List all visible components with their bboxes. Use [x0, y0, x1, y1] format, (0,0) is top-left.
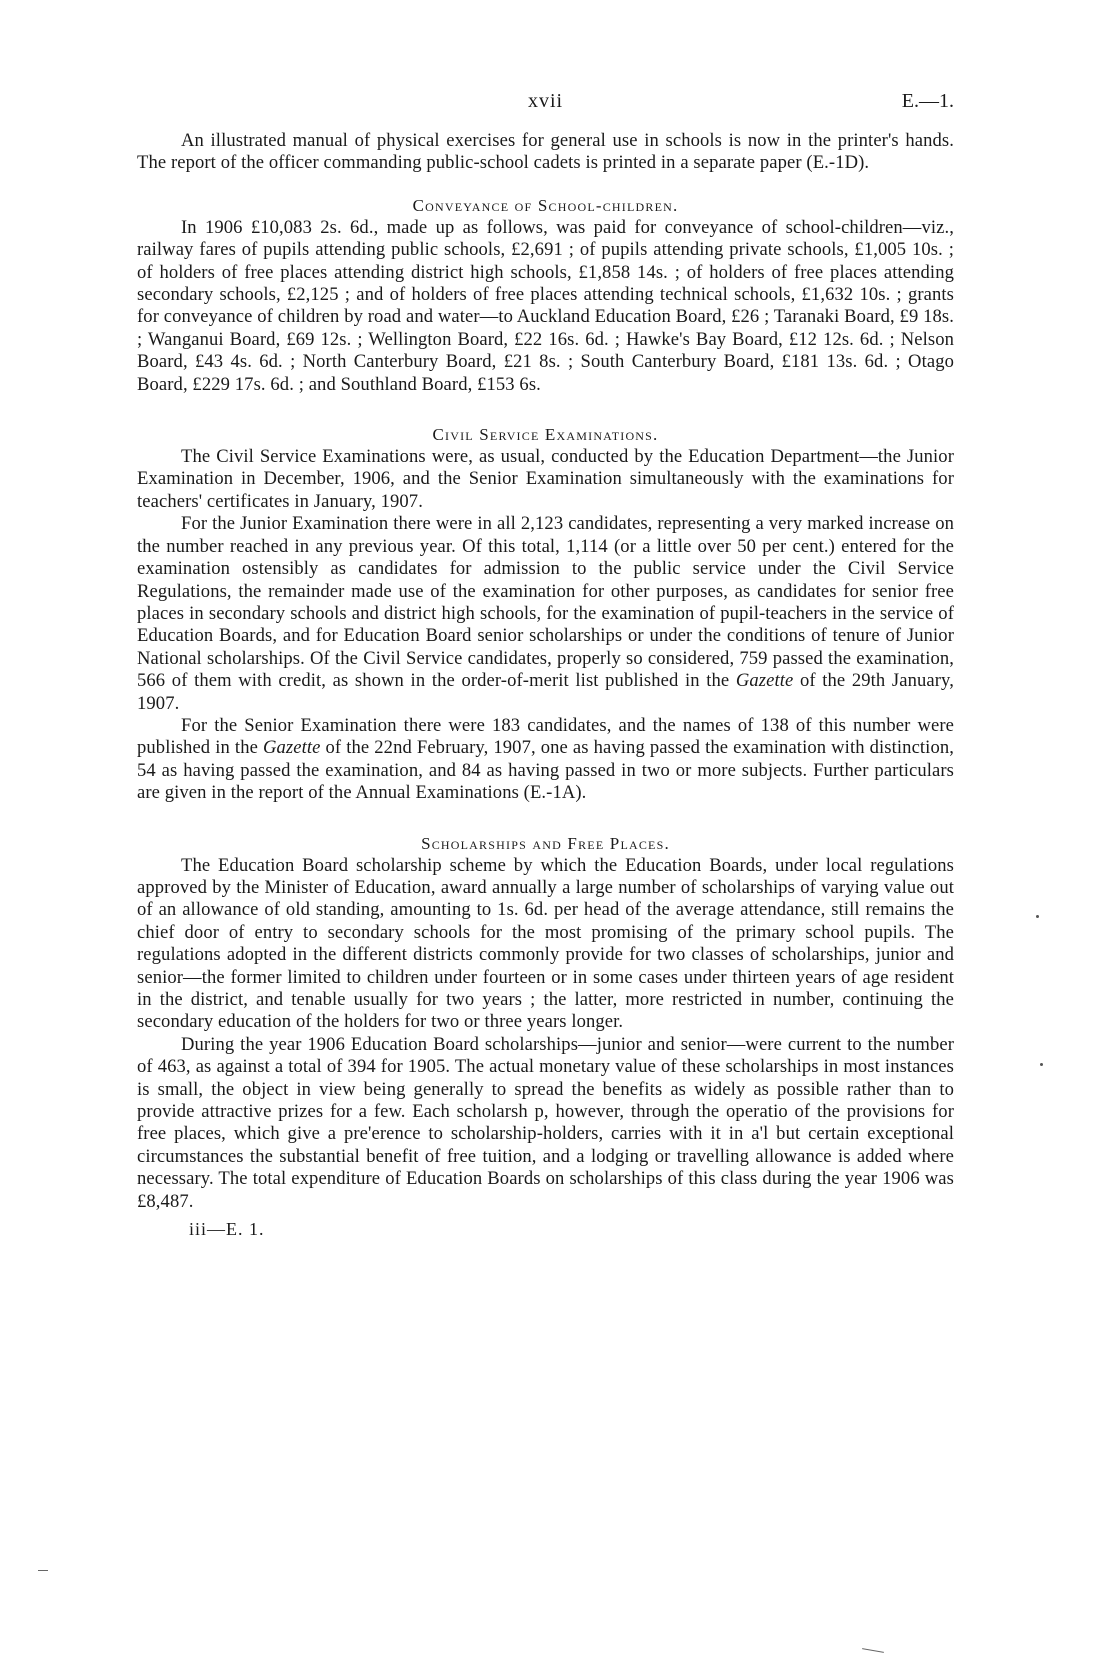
running-header [137, 84, 954, 118]
scholarships-paragraph-2: During the year 1906 Education Board scholarships—junior and senior—were current to the number of 463, as against a total of 394 for 1905. The actual monetary value of these scholarships in most instances is small, the object in view being generally to spread the benefits as widely as possible rather than to provide attractive prizes for a few. Each scholarsh p, however, through the operatio of the provisions for free places, which give a pre'erence to scholarship-holders, carries with it in a'l but certain exceptional circumstances the substantial benefit of free tuition, and a lodging or travelling allowance is added where necessary. The total expenditure of Education Boards on scholarships of this class during the year 1906 was £8,487. [137, 1033, 954, 1212]
document-page [137, 84, 954, 1644]
paragraph-3-text-b: of the 22nd February, 1907, one as having passed the examination with distinction, 54 as having passed the examination, and 84 as having passed in two or more subjects. Further particulars are given in the report of the Annual Examinations (E.-1A). [137, 737, 954, 804]
scholarships-heading: Scholarships and Free Places. [421, 833, 670, 853]
scan-speck [1036, 915, 1039, 918]
scan-mark [862, 1648, 884, 1653]
conveyance-paragraph: In 1906 £10,083 2s. 6d., made up as follows, was paid for conveyance of school-children—viz., railway fares of pupils attending public schools, £2,691 ; of pupils attending private schools, £1,005 10s. ; of holders of free places attending district high schools, £1,858 14s. ; of holders of free places attending secondary schools, £2,125 ; and of holders of free places attending technical schools, £1,632 10s. ; grants for conveyance of children by road and water—to Auckland Education Board, £26 ; Taranaki Board, £9 18s. ; Wanganui Board, £69 12s. ; Wellington Board, £22 16s. 6d. ; Hawke's Bay Board, £12 12s. 6d. ; Nelson Board, £43 4s. 6d. ; North Canterbury Board, £21 8s. ; South Canterbury Board, £181 13s. 6d. ; Otago Board, £229 17s. 6d. ; and Southland Board, £153 6s. [137, 216, 954, 395]
civil-service-paragraph-1: The Civil Service Examinations were, as usual, conducted by the Education Department—the Junior Examination in December, 1906, and the Senior Examination simultaneously with the examinations for teachers' certificates in January, 1907. [137, 446, 954, 512]
scan-mark [38, 1570, 48, 1571]
paragraph-2-text-a: For the Junior Examination there were in all 2,123 candidates, representing a very marked increase on the number reached in any previous year. Of this total, 1,114 (or a little over 50 per cent.) entered for the examination ostensibly as candidates for admission to the public service under the Civil Service Regulations, the remainder made use of the examination for other purposes, as candidates for senior free places in secondary schools and district high schools, for the examination of pupil-teachers in the service of Education Boards, and for Education Board senior scholarships or under the conditions of tenure of Junior National scholarships. Of the Civil Service candidates, properly so considered, 759 passed the examination, 566 of them with credit, as shown in the order-of-merit list published in the [137, 513, 954, 692]
gazette-title: Gazette [735, 670, 794, 692]
intro-paragraph: An illustrated manual of physical exercises for general use in schools is now in the printer's hands. The report of the officer commanding public-school cadets is printed in a separate paper (E.-1D). [137, 130, 954, 174]
scan-speck [1040, 1063, 1043, 1066]
conveyance-heading: Conveyance of School-children. [412, 195, 679, 215]
civil-service-paragraph-2 [137, 513, 954, 715]
page-number: xvii [527, 90, 564, 112]
gazette-title: Gazette [262, 737, 321, 759]
series-number: E.—1. [901, 90, 954, 112]
civil-service-paragraph-3 [137, 715, 954, 805]
paragraph-3-text-a: For the Senior Examination there were 183 candidates, and the names of 138 of this number were published in the [137, 714, 954, 759]
paragraph-2-text-b: of the 29th January, 1907. [137, 670, 954, 714]
scholarships-paragraph-1: The Education Board scholarship scheme by which the Education Boards, under local regulations approved by the Minister of Education, award annually a large number of scholarships of varying value out of an allowance of old standing, amounting to 1s. 6d. per head of the average attendance, still remains the chief door of entry to secondary schools for the most promising of the primary school pupils. The regulations adopted in the different districts commonly provide for two classes of scholarships, junior and senior—the former limited to children under fourteen or in some cases under thirteen years of age resident in the district, and tenable usually for two years ; the latter, more restricted in number, continuing the secondary education of the holders for two or three years longer. [137, 854, 954, 1033]
signature-mark: iii—E. 1. [189, 1219, 265, 1240]
civil-service-heading: Civil Service Examinations. [432, 425, 659, 445]
